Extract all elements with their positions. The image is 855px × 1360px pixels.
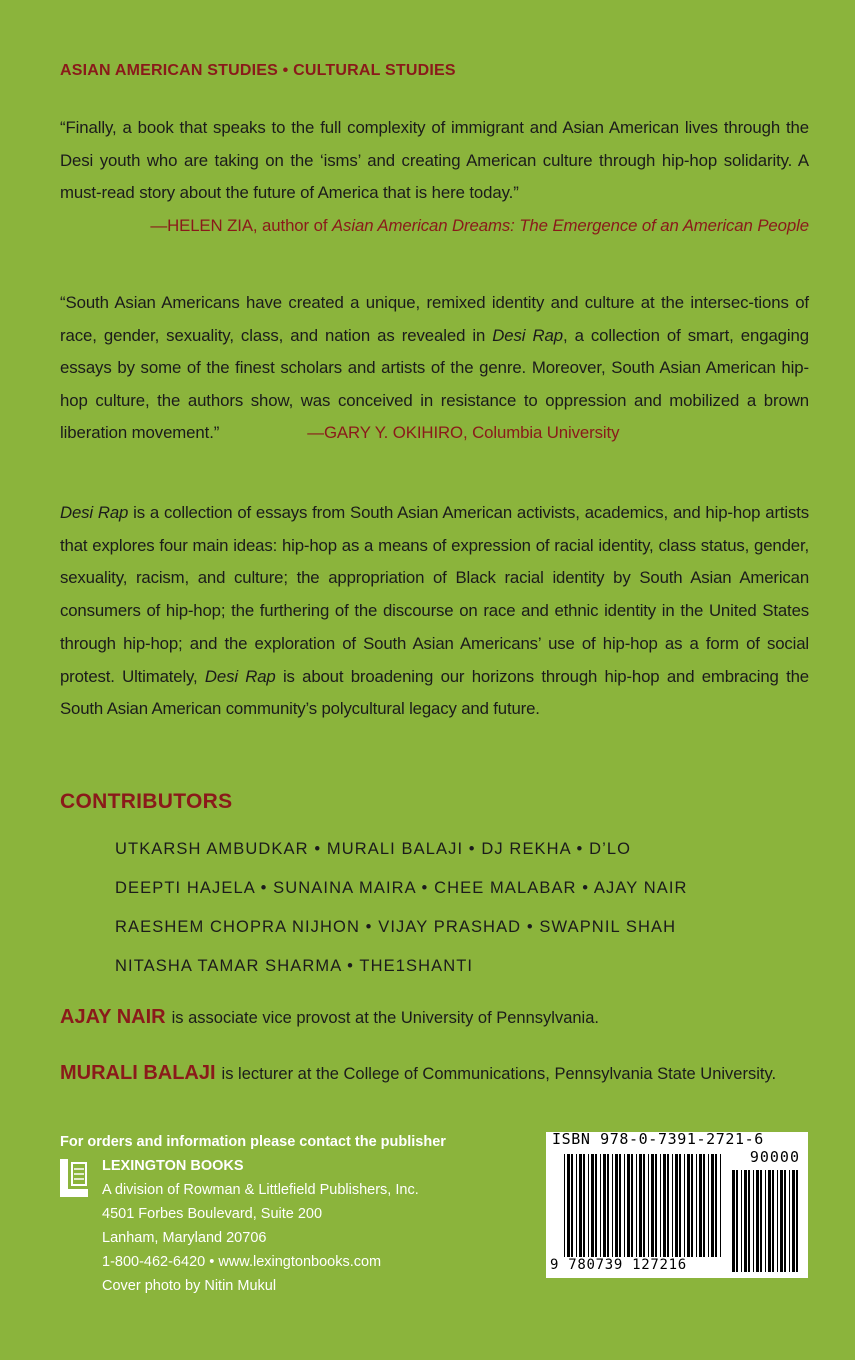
editor-name: AJAY NAIR: [60, 1006, 166, 1028]
editor-bio: [60, 1006, 599, 1029]
editor-bio: [60, 1062, 776, 1085]
barcode-bar: [651, 1154, 654, 1257]
lexington-logo-icon: [60, 1159, 90, 1197]
barcode-bar: [636, 1154, 637, 1257]
quote-text-after: , a collection of smart, engaging essays by some of the finest scholars and artists of the genre. Moreover, South Asian American hip-hop culture, the authors show, was conceived in resistance to oppression and mobilized a brown liberation movement.”: [60, 325, 810, 442]
desc-book-title-2: Desi Rap: [204, 666, 276, 686]
barcode-bar: [567, 1154, 570, 1257]
price-addon: 90000: [749, 1148, 800, 1166]
barcode-bar: [588, 1154, 589, 1257]
barcode-bar: [612, 1154, 613, 1257]
quote-book-title: Desi Rap: [492, 325, 563, 345]
barcode-bar: [600, 1154, 601, 1257]
barcode-bar: [777, 1170, 778, 1272]
publisher-block: [60, 1154, 500, 1298]
barcode-bar: [756, 1170, 759, 1272]
barcode-bar: [603, 1154, 606, 1257]
quote-text: “Finally, a book that speaks to the full complexity of immigrant and Asian American lives through the Desi youth who are taking on the ‘isms’ and creating American culture through hip-hop solidarity. A must-read story about the future of America that is here today.”: [60, 118, 809, 202]
editor-bio-text: is lecturer at the College of Communications, Pennsylvania State University.: [221, 1065, 777, 1083]
contributors-line: RAESHEM CHOPRA NIJHON • VIJAY PRASHAD • SWAPNIL SHAH: [115, 918, 677, 936]
barcode-bar: [792, 1170, 795, 1272]
quote-attribution: [60, 210, 809, 243]
barcode-bar: [624, 1154, 625, 1257]
barcode-bar: [619, 1154, 621, 1257]
barcode-bar: [708, 1154, 709, 1257]
barcode-bar: [720, 1154, 721, 1257]
endorsement-quote-okihiro: [60, 287, 809, 450]
quote-text-before: “South Asian Americans have created a unique, remixed identity and culture at the intersec-tions of race, gender, sexuality, class, and nation as revealed in: [60, 293, 809, 345]
photo-credit: Cover photo by Nitin Mukul: [102, 1278, 277, 1294]
barcode-bar: [765, 1170, 766, 1272]
barcode-bar: [744, 1170, 747, 1272]
contributors-heading: CONTRIBUTORS: [60, 790, 233, 813]
barcode-bar: [615, 1154, 618, 1257]
barcode-bar: [679, 1154, 681, 1257]
book-description: [60, 497, 809, 726]
barcode-bar: [715, 1154, 717, 1257]
barcode-bar: [571, 1154, 573, 1257]
barcode-bar: [760, 1170, 762, 1272]
editor-bio-text: is associate vice provost at the University of Pennsylvania.: [171, 1009, 599, 1027]
quote-attribution: —GARY Y. OKIHIRO, Columbia University: [307, 423, 620, 442]
barcode-bar: [564, 1154, 565, 1257]
barcode-bar: [672, 1154, 673, 1257]
barcode-bar: [576, 1154, 577, 1257]
barcode-bar: [595, 1154, 597, 1257]
contributors-line: NITASHA TAMAR SHARMA • THE1SHANTI: [115, 957, 474, 975]
barcode-bar: [772, 1170, 774, 1272]
contributors-line: UTKARSH AMBUDKAR • MURALI BALAJI • DJ REKHA • D’LO: [115, 840, 632, 858]
barcode-bar: [736, 1170, 738, 1272]
barcode-bar: [579, 1154, 582, 1257]
barcode-bar: [748, 1170, 750, 1272]
isbn-number: ISBN 978-0-7391-2721-6: [552, 1130, 764, 1148]
barcode-bar: [703, 1154, 705, 1257]
barcode-bar: [591, 1154, 594, 1257]
contributors-line: DEEPTI HAJELA • SUNAINA MAIRA • CHEE MALABAR • AJAY NAIR: [115, 879, 688, 897]
barcode-bar: [583, 1154, 585, 1257]
barcode-bar: [732, 1170, 735, 1272]
publisher-division: A division of Rowman & Littlefield Publishers, Inc.: [102, 1182, 419, 1198]
barcode-bar: [655, 1154, 657, 1257]
publisher-contact: 1-800-462-6420 • www.lexingtonbooks.com: [102, 1254, 382, 1270]
publisher-info: [60, 1130, 500, 1298]
barcode-bar: [796, 1170, 798, 1272]
barcode-bar: [691, 1154, 693, 1257]
barcode-bar: [667, 1154, 669, 1257]
publisher-contact-line: For orders and information please contact the publisher: [60, 1134, 446, 1150]
desc-text-2: is about broadening our horizons through hip-hop and embracing the South Asian American community’s polycultural legacy and future.: [60, 666, 809, 719]
barcode-bar: [675, 1154, 678, 1257]
isbn-barcode: [546, 1132, 808, 1278]
barcode-bar: [784, 1170, 786, 1272]
barcode-bar: [768, 1170, 771, 1272]
attribution-book-title: Asian American Dreams: The Emergence of an American People: [331, 215, 809, 235]
barcode-bar: [699, 1154, 702, 1257]
category-label: ASIAN AMERICAN STUDIES • CULTURAL STUDIES: [60, 62, 456, 79]
ean-digits: 9 780739 127216: [550, 1257, 687, 1273]
publisher-name: LEXINGTON BOOKS: [102, 1158, 244, 1174]
barcode-bar: [684, 1154, 685, 1257]
editor-name: MURALI BALAJI: [60, 1062, 216, 1084]
barcode-bar: [696, 1154, 697, 1257]
desc-text-1: is a collection of essays from South Asian American activists, academics, and hip-hop artists that explores four main ideas: hip-hop as a means of expression of racial identity, class status, gender, sexuality, racism, and culture; the appropriation of Black racial identity by South Asian American consumers of hip-hop; the furthering of the discourse on race and ethnic identity in the United States through hip-hop; and the exploration of South Asian Americans’ use of hip-hop as a form of social protest. Ultimately,: [60, 503, 809, 686]
barcode-bar: [780, 1170, 783, 1272]
desc-book-title: Desi Rap: [60, 503, 129, 522]
barcode-bar: [643, 1154, 645, 1257]
barcode-bar: [687, 1154, 690, 1257]
barcode-bar: [741, 1170, 742, 1272]
barcode-bar: [660, 1154, 661, 1257]
barcode-bar: [631, 1154, 633, 1257]
barcode-bar: [639, 1154, 642, 1257]
attribution-author: —HELEN ZIA, author of: [150, 215, 332, 235]
barcode-bar: [663, 1154, 666, 1257]
barcode-bar: [753, 1170, 754, 1272]
barcode-bar: [711, 1154, 714, 1257]
publisher-address-2: Lanham, Maryland 20706: [102, 1230, 267, 1246]
barcode-bar: [789, 1170, 790, 1272]
barcode-bar: [627, 1154, 630, 1257]
barcode-bar: [607, 1154, 609, 1257]
endorsement-quote-zia: [60, 112, 809, 242]
contributors-list: [115, 830, 755, 986]
barcode-bar: [648, 1154, 649, 1257]
publisher-address-1: 4501 Forbes Boulevard, Suite 200: [102, 1206, 323, 1222]
